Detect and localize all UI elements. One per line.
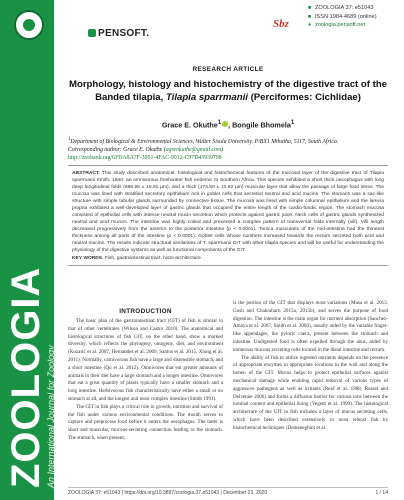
title-species: Tilapia sparrmanii [165, 91, 248, 103]
paragraph: The basic plan of the gastrointestinal tract (GIT) of fish is similar to that of other vertebrates (Wilson and Castro 2010). The anatomical and histological structures of fish GIT, on the other hand, show a marked diversity, which reflects the phylogeny, ontogeny, diet, and environment (Kozarić et al. 2007, Hernandes et al. 2009, Santos et al. 2015, Xiong et al. 2011). Normally, carnivorous fish have a large and distensible stomach, and a short intestine (Qu et al. 2012). Omnivores that eat greater amounts of animals in their diet have a large stomach and a longer intestine. Omnivores that eat a great quantity of plants typically have a smaller stomach and a long intestine. Herbivorous fish characteristically have either a small or no stomach at all, and the longest and most complex intestine (Smith 1991). [68, 318, 223, 402]
journal-citation: ZOOLOGIA 37: e51043 [315, 5, 374, 11]
right-column [233, 300, 388, 433]
orcid-icon[interactable] [222, 121, 228, 127]
issn-icon: ■ [308, 13, 312, 20]
left-column [68, 318, 223, 443]
keywords-label: KEY WORDS. [72, 256, 104, 261]
journal-issn: ISSN 1984-4689 (online) [315, 13, 377, 20]
journal-sidebar [0, 0, 54, 500]
abstract-text: This study described anatomical, histological and histochemical features of the mucosal layer of the digestive tract of Tilapia sparrmanii Smith, 1840, an omnivorous freshwater fish endemic to Southern Africa. This species exhibited a short thick oesophagus with long deep longitudinal folds (666.68 ± 16.91 µm), and a thick (173.50 ± 10.92 µm) muscular layer that allow the passage of large food items. The mucosa was lined with stratified secretory epithelium rich in goblet cells that secreted neutral and acid mucins. The stomach was a sac-like structure with simple tubular glands surrounded by connective tissue. The mucosa was lined with simple columnar epithelium and the lamina propria exhibited a well-developed layer of gastric glands that occupied the entire length of the cardio-fundic region. The stomach mucosa consisted of epithelial cells with intense neutral mucin secretion which protects against gastric juice. Neck cells of gastric glands synthesized neutral and acid mucins. The intestine was highly coiled and presented a complex pattern of transversal folds internally (vill). Villi length decreased progressively from the anterior to the posterior intestine (p < 0.0001). Tunica muscularis of the mid-intestine had the thinnest thickness among all parts of the intestine (p < 0.0001). Goblet cells whose numbers increased towards the rectum secreted both acid and neutral mucins. The results indicate structural similarities of T. sparrmanii GIT with other tilapia species and will be useful for understanding the physiology of the digestive systems as well as functional components of the GIT. [72, 171, 384, 253]
journal-website-link[interactable]: zoologia.pensoft.net [315, 22, 366, 28]
author-2[interactable]: Bongile Bhomela [232, 120, 291, 130]
author-1[interactable]: Grace E. Okuthe [161, 120, 218, 130]
paragraph: The ability of fish to utilize ingested nutrients depends on the presence of appropriate enzymes in appropriate locations in the wall and along the lumen of the GIT. Mucus helps to protect epithelial surfaces against mechanical damage while enabling rapid removal of various types of aggressive pathogens as well as irritants (Reid et al. 1988, Rosset and Delvenne 2006) and forms a diffusion barrier for various ions between the luminal content and epithelial lining (Vegetti et al. 1999). The histological architecture of the GIT in fish includes a layer of mucus secreting cells, which have been described extensively in most teleost fish by histochemical techniques (Domeneghini et al. [233, 354, 388, 431]
affiliation-sup: 1 [68, 137, 71, 142]
corresponding-email[interactable]: agreokuthe@gmail.com [165, 146, 222, 153]
abstract-box [68, 165, 388, 266]
journal-vertical-title [4, 188, 56, 488]
publisher-logo[interactable] [88, 28, 149, 39]
page-number: 1 / 14 [375, 490, 388, 496]
article-title [68, 79, 388, 104]
journal-info [308, 4, 398, 30]
title-text-1: Morphology, histology and histochemistry of the digestive tract of the Banded tilapia, [68, 79, 388, 103]
globe-icon: ● [308, 22, 312, 28]
affiliation: Department of Biological & Environmental Sciences, Walter Sisulu University. P/BX1 Mthatha, 5117, South Africa. [70, 138, 339, 145]
society-logo-text: Sbz [273, 18, 289, 30]
society-logo [263, 4, 299, 44]
abstract-label: ABSTRACT. [72, 171, 100, 176]
introduction-heading: INTRODUCTION [119, 308, 172, 315]
keywords: Fish, gastrointestinal tract, histo-architecture [104, 256, 201, 261]
journal-subtitle: An International Journal for Zoology [46, 345, 56, 488]
affiliation-block [68, 136, 388, 162]
page-footer [68, 487, 388, 496]
sbz-seal-icon [14, 10, 44, 40]
pensoft-icon [88, 29, 96, 37]
corresponding-end: ) [221, 146, 224, 153]
paragraph: is the portion of the GIT that displays most variations (Musa et al. 2013, Gosh and Chakrabarti 2015a, 2015b), and serves the purpose of food digestion. The intestine is the main organ for nutrient absorption (Sanchez-Amaya et al. 2007, Smith et al. 2000), usually aided by the variable finger-like appendages, the pyloric caeca, present between the stomach and intestine. Undigested food is often expelled through the anus, aided by numerous mucous secreting cells located in the distal intestine and rectum. [233, 300, 388, 353]
footer-citation: ZOOLOGIA 37: e51043 | https://doi.org/10.3897/zoologia.37.e51043 | December 23, 2020 [68, 490, 268, 496]
journal-name: ZOOLOGIA [4, 266, 48, 488]
author-2-sup: 1 [290, 120, 295, 126]
zoobank-link[interactable]: http://zoobank.org/6FDA8A7F-3951-4FAC-9912-C97D43939798 [68, 154, 222, 161]
author-1-sup: 1 [217, 120, 222, 126]
article-page [58, 0, 398, 500]
paragraph: The GIT in fish plays a critical role in growth, nutrition and survival of the fish under various environmental conditions. The mouth serves to capture and preprocess food before it enters the oesophagus. The latter is short and muscular, mucous-secreting connection leading to the stomach. The stomach, when present, [68, 403, 223, 441]
publisher-name: PENSOFT. [98, 28, 150, 39]
article-type: RESEARCH ARTICLE [192, 66, 264, 73]
author-list: Grace E. Okuthe$^1$ , Bongile Bhomela$^1$ [161, 120, 295, 130]
book-icon: ■ [308, 5, 312, 11]
corresponding-author: Corresponding author: Grace E. Okuthe ( [68, 146, 166, 153]
title-text-2: (Perciformes: Cichlidae) [247, 91, 361, 103]
